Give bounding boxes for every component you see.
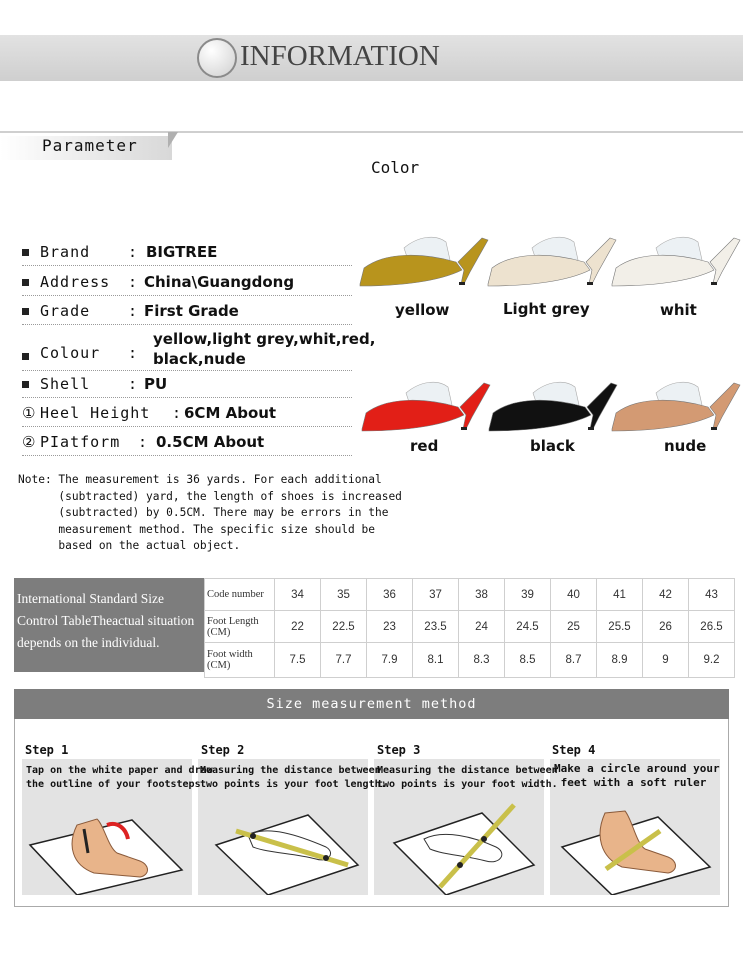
spec-label: Brand	[40, 243, 91, 261]
point-marker	[481, 836, 487, 842]
table-cell: 22.5	[321, 611, 367, 643]
shoe-image-nude	[612, 382, 740, 431]
spec-value: 0.5CM About	[156, 433, 265, 451]
table-cell: 8.3	[459, 643, 505, 678]
shoe-image-red	[362, 382, 490, 431]
step-3-text	[377, 764, 558, 792]
measurement-note	[18, 472, 408, 555]
table-cell: 34	[275, 579, 321, 611]
table-cell: 35	[321, 579, 367, 611]
table-row	[205, 611, 735, 643]
point-marker	[323, 855, 329, 861]
colon: :	[128, 344, 138, 362]
step-line: Measuring the distance between	[200, 765, 381, 776]
table-cell: 25	[551, 611, 597, 643]
parameter-label: Parameter	[42, 136, 138, 155]
table-cell: 24.5	[505, 611, 551, 643]
table-cell: 7.5	[275, 643, 321, 678]
paper-sheet	[216, 815, 358, 895]
size-table	[204, 578, 735, 678]
measurement-title: Size measurement method	[14, 689, 729, 719]
table-cell: 8.1	[413, 643, 459, 678]
table-cell: 39	[505, 579, 551, 611]
table-cell: 36	[367, 579, 413, 611]
note-line: measurement method. The specific size should be	[18, 522, 375, 536]
colon: :	[128, 302, 138, 320]
shoe-image-whit	[612, 237, 740, 286]
table-cell: 41	[597, 579, 643, 611]
spec-value: 6CM About	[184, 404, 277, 422]
caption-line: International Standard Size	[17, 591, 164, 606]
table-cell: 7.7	[321, 643, 367, 678]
table-cell: 37	[413, 579, 459, 611]
step-2-title: Step 2	[201, 743, 245, 757]
spec-value: First Grade	[144, 302, 239, 320]
spec-label: Shell	[40, 375, 91, 393]
table-cell: 8.7	[551, 643, 597, 678]
note-line: (subtracted) by 0.5CM. There may be errors in the	[18, 506, 389, 519]
shoe-label-nude: nude	[664, 437, 707, 455]
table-cell: 8.5	[505, 643, 551, 678]
shoe-label-light-grey: Light grey	[503, 300, 590, 318]
size-table-caption	[14, 578, 204, 672]
point-marker	[250, 833, 256, 839]
table-row	[205, 643, 735, 678]
step-4-illustration	[550, 795, 720, 895]
spec-label: Address	[40, 273, 111, 291]
colon: :	[128, 375, 138, 393]
colon: :	[172, 404, 182, 422]
shoe-label-red: red	[410, 437, 439, 455]
step-line: two points is your foot width.	[377, 779, 558, 790]
row-header: Code number	[205, 579, 275, 611]
colon: :	[128, 273, 138, 291]
note-line: Note: The measurement is 36 yards. For each additional	[18, 473, 382, 486]
step-3-illustration	[374, 795, 544, 895]
table-cell: 23	[367, 611, 413, 643]
colon: :	[128, 243, 138, 261]
table-cell: 7.9	[367, 643, 413, 678]
table-cell: 25.5	[597, 611, 643, 643]
table-cell: 40	[551, 579, 597, 611]
spec-label: Colour	[40, 344, 101, 362]
note-line: (subtracted) yard, the length of shoes is increased	[18, 489, 402, 503]
step-1-illustration	[22, 795, 192, 895]
table-cell: 38	[459, 579, 505, 611]
spec-value-line1: yellow,light grey,whit,red,	[153, 330, 376, 348]
step-2-illustration	[198, 795, 368, 895]
note-line: based on the actual object.	[18, 539, 241, 552]
shoe-label-black: black	[530, 437, 575, 455]
table-cell: 22	[275, 611, 321, 643]
table-cell: 8.9	[597, 643, 643, 678]
shoe-image-light-grey	[488, 237, 616, 286]
circled-one-marker: ①	[22, 404, 37, 422]
step-line: the outline of your footsteps	[26, 779, 201, 790]
shoe-label-yellow: yellow	[395, 301, 450, 319]
step-line: Make a circle around your	[554, 762, 720, 775]
table-row	[205, 579, 735, 611]
spec-label: PIatform	[40, 433, 121, 451]
spec-value: China\Guangdong	[144, 273, 295, 291]
shoe-image-yellow	[360, 237, 488, 286]
table-cell: 26.5	[689, 611, 735, 643]
table-cell: 26	[643, 611, 689, 643]
step-3-title: Step 3	[377, 743, 421, 757]
caption-line: Control TableTheactual situation	[17, 613, 195, 628]
spec-value: BIGTREE	[146, 243, 218, 261]
table-cell: 23.5	[413, 611, 459, 643]
banner-title: INFORMATION	[240, 40, 440, 72]
step-4-title: Step 4	[552, 743, 596, 757]
step-4-text	[554, 762, 720, 790]
step-line: two points is your foot length.	[200, 779, 387, 790]
spec-value-line2: black,nude	[153, 350, 246, 368]
shoe-label-whit: whit	[660, 301, 697, 319]
table-cell: 43	[689, 579, 735, 611]
table-cell: 9	[643, 643, 689, 678]
step-1-text	[26, 764, 213, 792]
shoe-image-black	[489, 382, 617, 431]
step-1-title: Step 1	[25, 743, 69, 757]
point-marker	[457, 862, 463, 868]
step-line: Measuring the distance between	[377, 765, 558, 776]
spec-label: Grade	[40, 302, 91, 320]
step-line: feet with a soft ruler	[554, 776, 707, 789]
paper-sheet	[394, 813, 534, 895]
step-line: Tap on the white paper and draw	[26, 765, 213, 776]
row-header: Foot Length (CM)	[205, 611, 275, 643]
table-cell: 9.2	[689, 643, 735, 678]
color-title: Color	[371, 158, 420, 177]
circled-two-marker: ②	[22, 433, 37, 451]
table-cell: 24	[459, 611, 505, 643]
row-header: Foot width (CM)	[205, 643, 275, 678]
spec-label: Heel Height	[40, 404, 151, 422]
spec-value: PU	[144, 375, 168, 393]
step-2-text	[200, 764, 387, 792]
caption-line: depends on the individual.	[17, 635, 160, 650]
table-cell: 42	[643, 579, 689, 611]
colon: :	[138, 433, 148, 451]
